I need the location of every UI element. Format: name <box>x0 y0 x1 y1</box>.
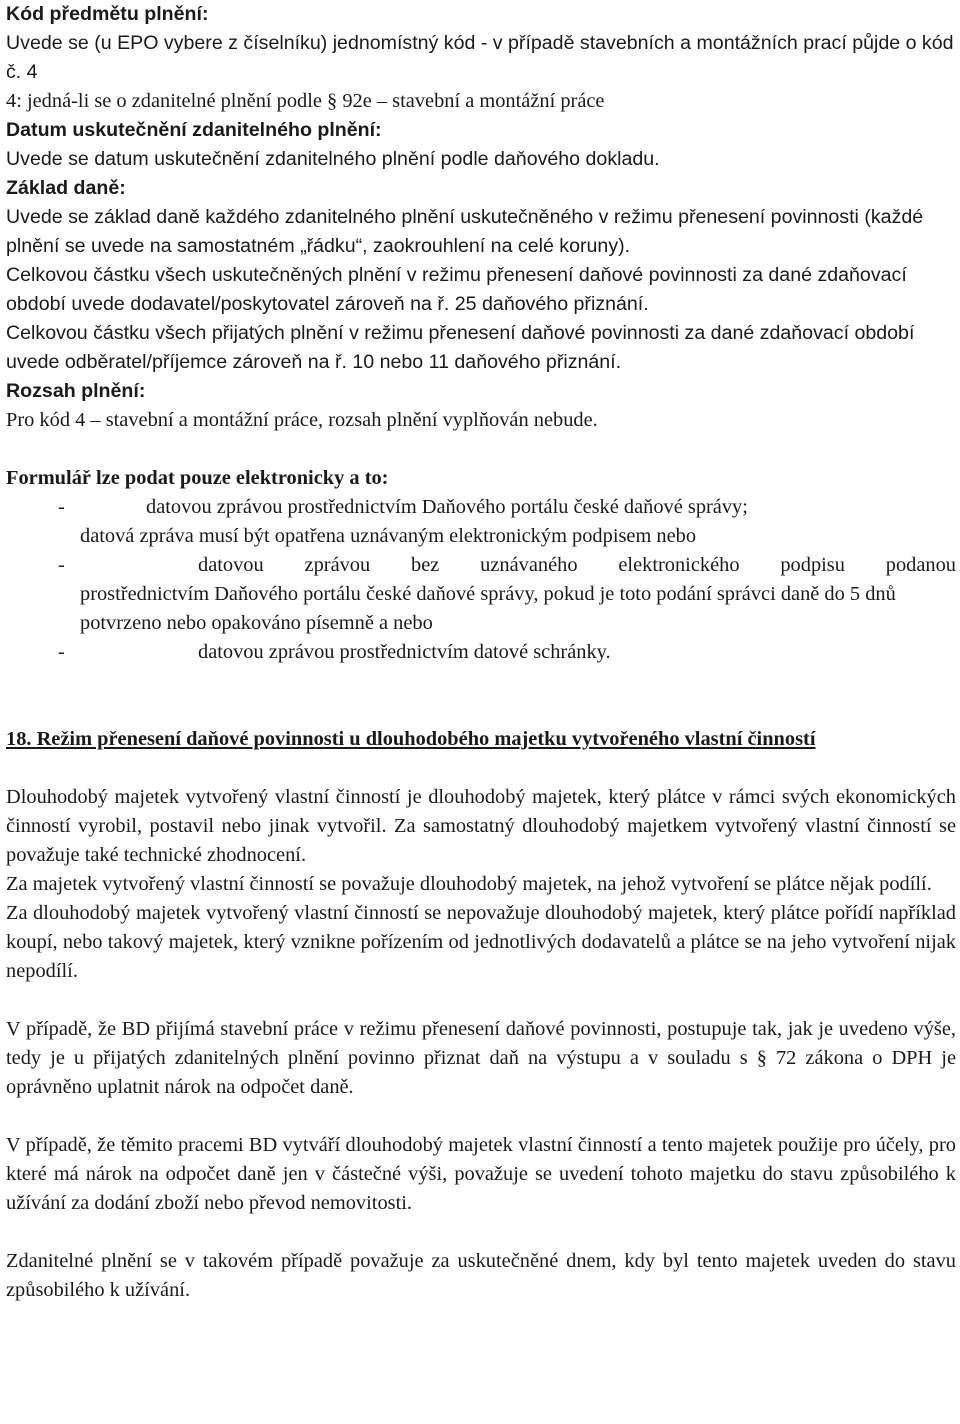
zaklad-odberatel-text: Celkovou částku všech přijatých plnění v režimu přenesení daňové povinnosti za dané zdaňovací období uvede odběratel/příjemce zároveň na ř. 10 nebo 11 daňového přiznání. <box>6 322 915 373</box>
spacer <box>6 1218 956 1247</box>
submission-section <box>6 464 956 667</box>
datum-heading: Datum uskutečnění zdanitelného plnění: <box>6 119 382 141</box>
datum-text: Uvede se datum uskutečnění zdanitelného plnění podle daňového dokladu. <box>6 148 660 170</box>
paragraph: Za majetek vytvořený vlastní činností se považuje dlouhodobý majetek, na jehož vytvoření se plátce nějak podílí. <box>6 873 932 895</box>
paragraph: Zdanitelné plnění se v takovém případě považuje za uskutečněné dnem, kdy byl tento majetek uveden do stavu způsobilého k užívání. <box>6 1250 956 1301</box>
submission-heading: Formulář lze podat pouze elektronicky a to: <box>6 467 389 489</box>
document-page <box>6 0 956 1305</box>
kod-heading: Kód předmětu plnění: <box>6 3 209 25</box>
section-heading: 18. Režim přenesení daňové povinnosti u dlouhodobého majetku vytvořeného vlastní činností <box>6 728 816 750</box>
list-item-continuation: prostřednictvím Daňového portálu české daňové správy, pokud je toto podání správci daně do 5 dnů potvrzeno nebo opakováno písemně a nebo <box>80 583 896 634</box>
list-item-first-line: datovou zprávou prostřednictvím datové schránky. <box>198 641 611 663</box>
dash-spacer <box>6 493 146 522</box>
dash-spacer <box>6 551 198 580</box>
section-18 <box>6 725 956 1305</box>
paragraph: Za dlouhodobý majetek vytvořený vlastní činností se nepovažuje dlouhodobý majetek, který plátce pořídí například koupí, nebo takový majetek, který vznikne pořízením od jednotlivých dodavatelů a plátce se na jeho vytvoření nijak nepodílí. <box>6 902 956 982</box>
list-item <box>6 493 956 551</box>
paragraph: Dlouhodobý majetek vytvořený vlastní činností je dlouhodobý majetek, který plátce v rámci svých ekonomických činností vyrobil, postavil nebo jinak vytvořil. Za samostatný dlouhodobý majetkem vytvořený vlastní činností se považuje také technické zhodnocení. <box>6 786 956 866</box>
zaklad-heading: Základ daně: <box>6 177 126 199</box>
kod-code-4: 4: jedná-li se o zdanitelné plnění podle § 92e – stavební a montážní práce <box>6 90 605 112</box>
zaklad-dodavatel-text: Celkovou částku všech uskutečněných plnění v režimu přenesení daňové povinnosti za dané zdaňovací období uvede dodavatel/poskytovatel zároveň na ř. 25 daňového přiznání. <box>6 264 907 315</box>
dash-marker: - <box>58 496 65 518</box>
dash-marker: - <box>58 554 65 576</box>
dash-marker: - <box>58 641 65 663</box>
kod-text: Uvede se (u EPO vybere z číselníku) jednomístný kód - v případě stavebních a montážních prací půjde o kód č. 4 <box>6 32 954 83</box>
paragraph: V případě, že BD přijímá stavební práce v režimu přenesení daňové povinnosti, postupuje tak, jak je uvedeno výše, tedy je u přijatých zdanitelných plnění povinno přiznat daň na výstupu a v souladu s § 72 zákona o DPH je oprávněno uplatnit nárok na odpočet daně. <box>6 1018 956 1098</box>
spacer <box>6 667 956 725</box>
dash-spacer <box>6 638 198 667</box>
list-item-continuation: datová zpráva musí být opatřena uznávaným elektronickým podpisem nebo <box>80 525 697 547</box>
spacer <box>6 1102 956 1131</box>
rozsah-text: Pro kód 4 – stavební a montážní práce, rozsah plnění vyplňován nebude. <box>6 409 598 431</box>
spacer <box>6 986 956 1015</box>
spacer <box>6 754 956 783</box>
paragraph: V případě, že těmito pracemi BD vytváří dlouhodobý majetek vlastní činností a tento majetek použije pro účely, pro které má nárok na odpočet daně jen v částečné výši, považuje se uvedení tohoto majetku do stavu způsobilého k užívání za dodání zboží nebo převod nemovitosti. <box>6 1134 956 1214</box>
list-item-first-line: datovou zprávou bez uznávaného elektronického podpisu podanou <box>198 554 956 576</box>
list-item-first-line: datovou zprávou prostřednictvím Daňového portálu české daňové správy; <box>146 496 748 518</box>
item-description-section <box>6 0 956 435</box>
list-item <box>6 638 956 667</box>
list-item <box>6 551 956 638</box>
spacer <box>6 435 956 464</box>
rozsah-heading: Rozsah plnění: <box>6 380 146 402</box>
zaklad-text: Uvede se základ daně každého zdanitelného plnění uskutečněného v režimu přenesení povinnosti (každé plnění se uvede na samostatném „řádku“, zaokrouhlení na celé koruny). <box>6 206 924 257</box>
